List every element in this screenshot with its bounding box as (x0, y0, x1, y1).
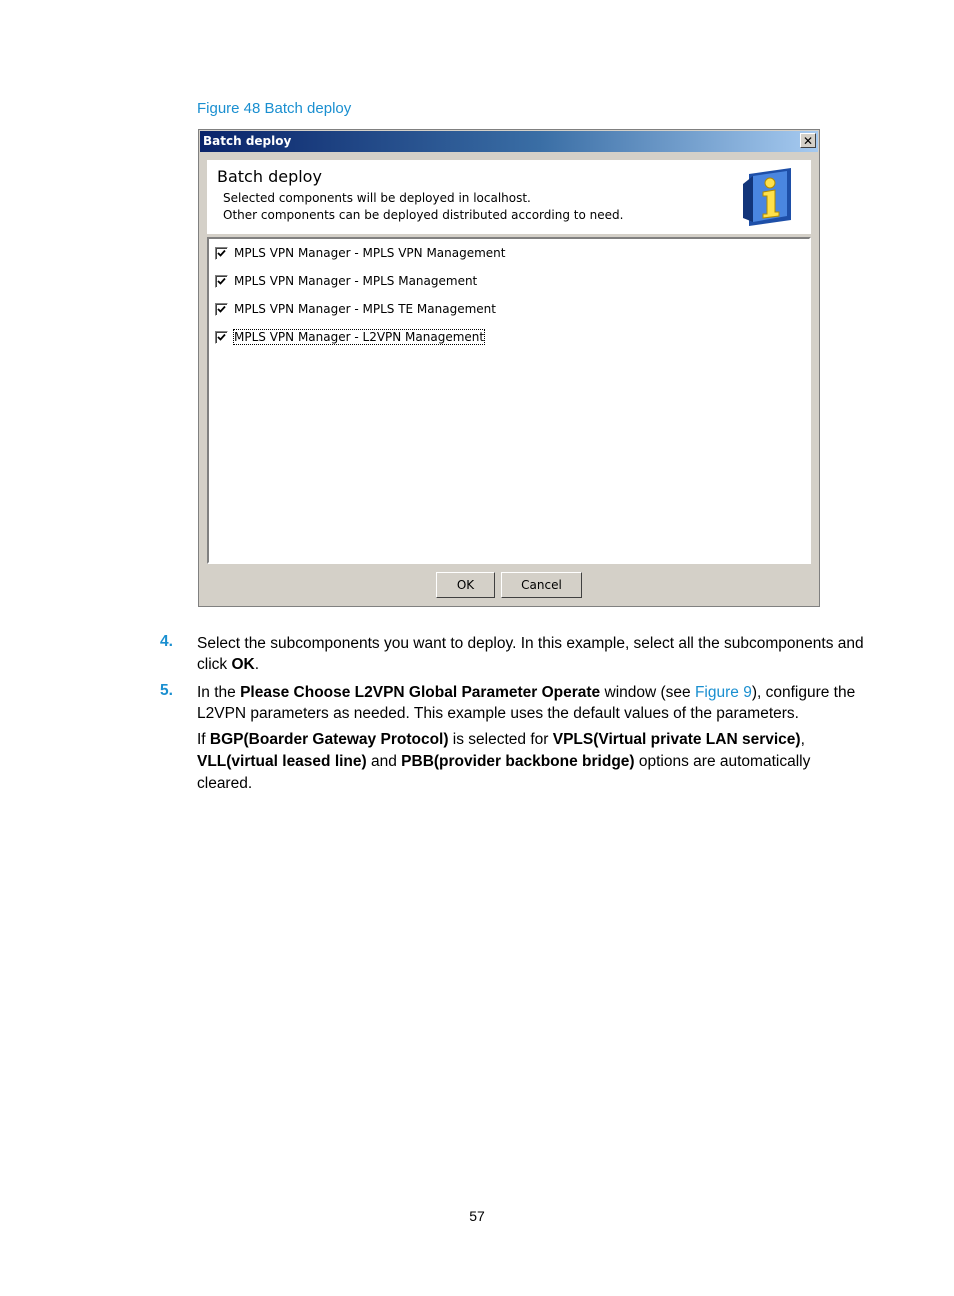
page-number: 57 (469, 1208, 485, 1224)
checkbox-checked[interactable] (215, 247, 228, 260)
note-paragraph (197, 729, 869, 795)
figure-link[interactable]: Figure 9 (694, 684, 752, 701)
bold-run: VLL(virtual leased line) (197, 753, 367, 770)
text-run: and (366, 753, 402, 770)
item-label: MPLS VPN Manager - MPLS Management (234, 274, 478, 288)
text-run: In the (197, 684, 241, 701)
header-description-line1: Selected components will be deployed in localhost. (223, 191, 531, 205)
batch-deploy-dialog (198, 129, 820, 607)
bold-run: OK (231, 656, 255, 673)
text-run: If (197, 731, 210, 748)
checkbox-checked[interactable] (215, 303, 228, 316)
info-icon (739, 166, 801, 228)
header-panel (207, 160, 811, 234)
ok-button[interactable]: OK (436, 572, 495, 598)
text-run: Select the subcomponents you want to deploy. In this example, select all the subcomponents and click (197, 635, 864, 673)
step-text (197, 682, 869, 724)
close-button[interactable]: ✕ (800, 133, 816, 148)
step-number: 4. (160, 633, 173, 650)
text-run: . (254, 656, 260, 673)
step-number: 5. (160, 682, 173, 699)
header-description-line2: Other components can be deployed distributed according to need. (223, 208, 624, 222)
cancel-button[interactable]: Cancel (501, 572, 582, 598)
item-label: MPLS VPN Manager - MPLS VPN Management (234, 246, 506, 260)
text-run: , (800, 731, 805, 748)
text-run: ), configure the L2VPN parameters as needed. This example uses the default values of the parameters. (197, 684, 856, 722)
bold-run: VPLS(Virtual private LAN service) (552, 731, 801, 748)
item-label: MPLS VPN Manager - L2VPN Management (234, 330, 485, 344)
text-run: window (see (600, 684, 695, 701)
bold-run: BGP(Boarder Gateway Protocol) (209, 731, 449, 748)
header-title: Batch deploy (217, 167, 322, 186)
window-title: Batch deploy (203, 134, 292, 148)
text-run: is selected for (448, 731, 553, 748)
figure-caption: Figure 48 Batch deploy (197, 100, 352, 117)
text-run: options are automatically cleared. (197, 753, 811, 792)
checkbox-checked[interactable] (215, 275, 228, 288)
step-text (197, 633, 869, 675)
bold-run: PBB(provider backbone bridge) (401, 753, 635, 770)
bold-run: Please Choose L2VPN Global Parameter Operate (240, 684, 601, 701)
component-list (207, 237, 811, 564)
item-label: MPLS VPN Manager - MPLS TE Management (234, 302, 496, 316)
checkbox-checked[interactable] (215, 331, 228, 344)
title-bar[interactable] (200, 131, 818, 152)
